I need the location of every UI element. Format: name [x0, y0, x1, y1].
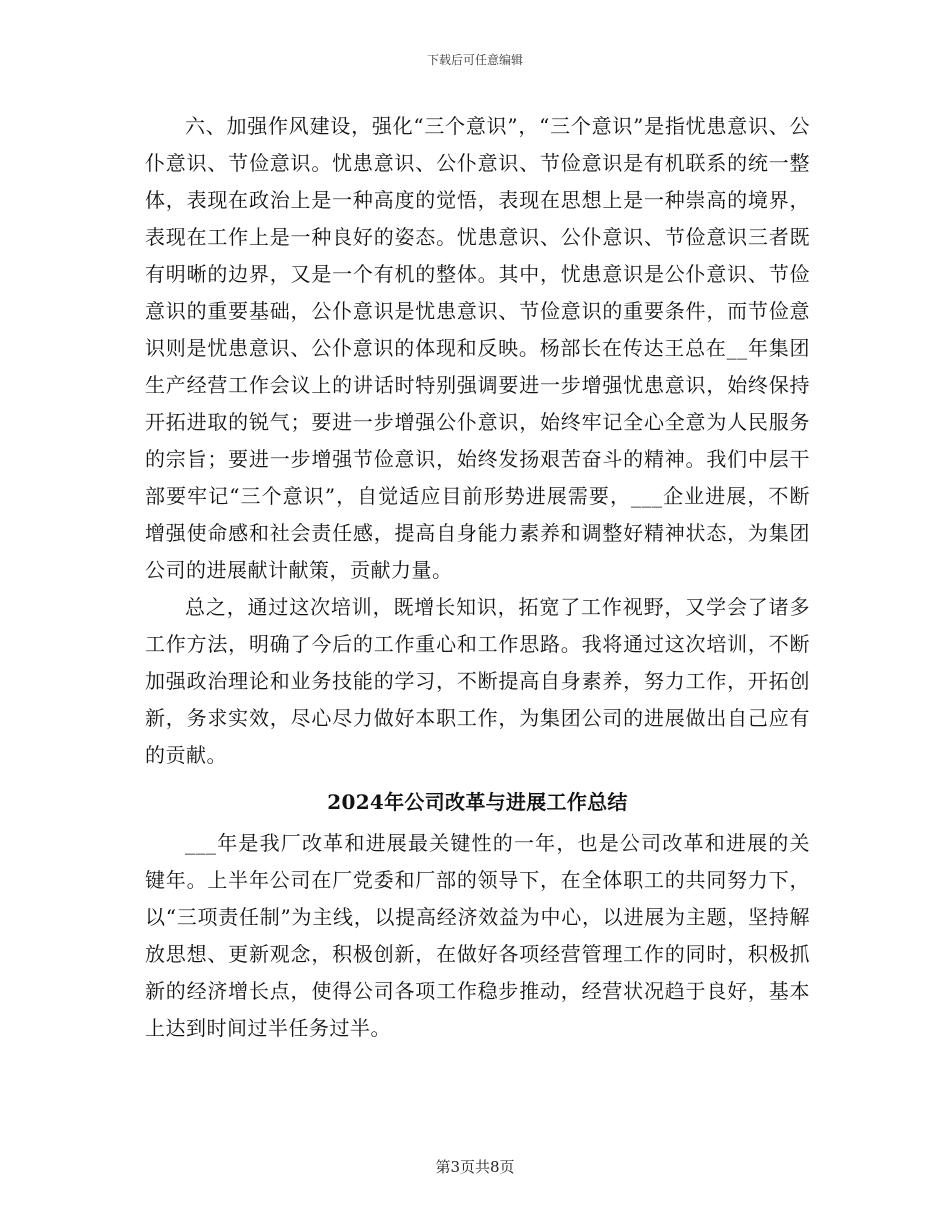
page-number: 第3页共8页: [435, 1158, 515, 1176]
document-body: [145, 108, 810, 1047]
paragraph-summary: 总之，通过这次培训，既增长知识，拓宽了工作视野，又学会了诸多工作方法，明确了今后的工作重心和工作思路。我将通过这次培训，不断加强政治理论和业务技能的学习，不断提高自身素养，努力工作，开拓创新，务求实效，尽心尽力做好本职工作，为集团公司的进展做出自己应有的贡献。: [145, 595, 810, 767]
section-title: 2024年公司改革与进展工作总结: [327, 790, 628, 814]
paragraph-work-style: 六、加强作风建设，强化“三个意识”，“三个意识”是指忧患意识、公仆意识、节俭意识。忧患意识、公仆意识、节俭意识是有机联系的统一整体，表现在政治上是一种高度的觉悟，表现在思想上是一种崇高的境界，表现在工作上是一种良好的姿态。忧患意识、公仆意识、节俭意识三者既有明晰的边界，又是一个有机的整体。其中，忧患意识是公仆意识、节俭意识的重要基础，公仆意识是忧患意识、节俭意识的重要条件，而节俭意识则是忧患意识、公仆意识的体现和反映。杨部长在传达王总在__年集团生产经营工作会议上的讲话时特别强调要进一步增强忧患意识，始终保持开拓进取的锐气；要进一步增强公仆意识，始终牢记全心全意为人民服务的宗旨；要进一步增强节俭意识，始终发扬艰苦奋斗的精神。我们中层干部要牢记“三个意识”，自觉适应目前形势进展需要，___企业进展，不断增强使命感和社会责任感，提高自身能力素养和调整好精神状态，为集团公司的进展献计献策，贡献力量。: [145, 114, 810, 582]
page-header: 下载后可任意编辑: [426, 53, 523, 67]
paragraph-reform-progress: ___年是我厂改革和进展最关键性的一年，也是公司改革和进展的关键年。上半年公司在厂党委和厂部的领导下，在全体职工的共同努力下，以“三项责任制”为主线，以提高经济效益为中心，以进展为主题，坚持解放思想、更新观念，积极创新，在做好各项经营管理工作的同时，积极抓新的经济增长点，使得公司各项工作稳步推动，经营状况趋于良好，基本上达到时间过半任务过半。: [145, 831, 810, 1040]
